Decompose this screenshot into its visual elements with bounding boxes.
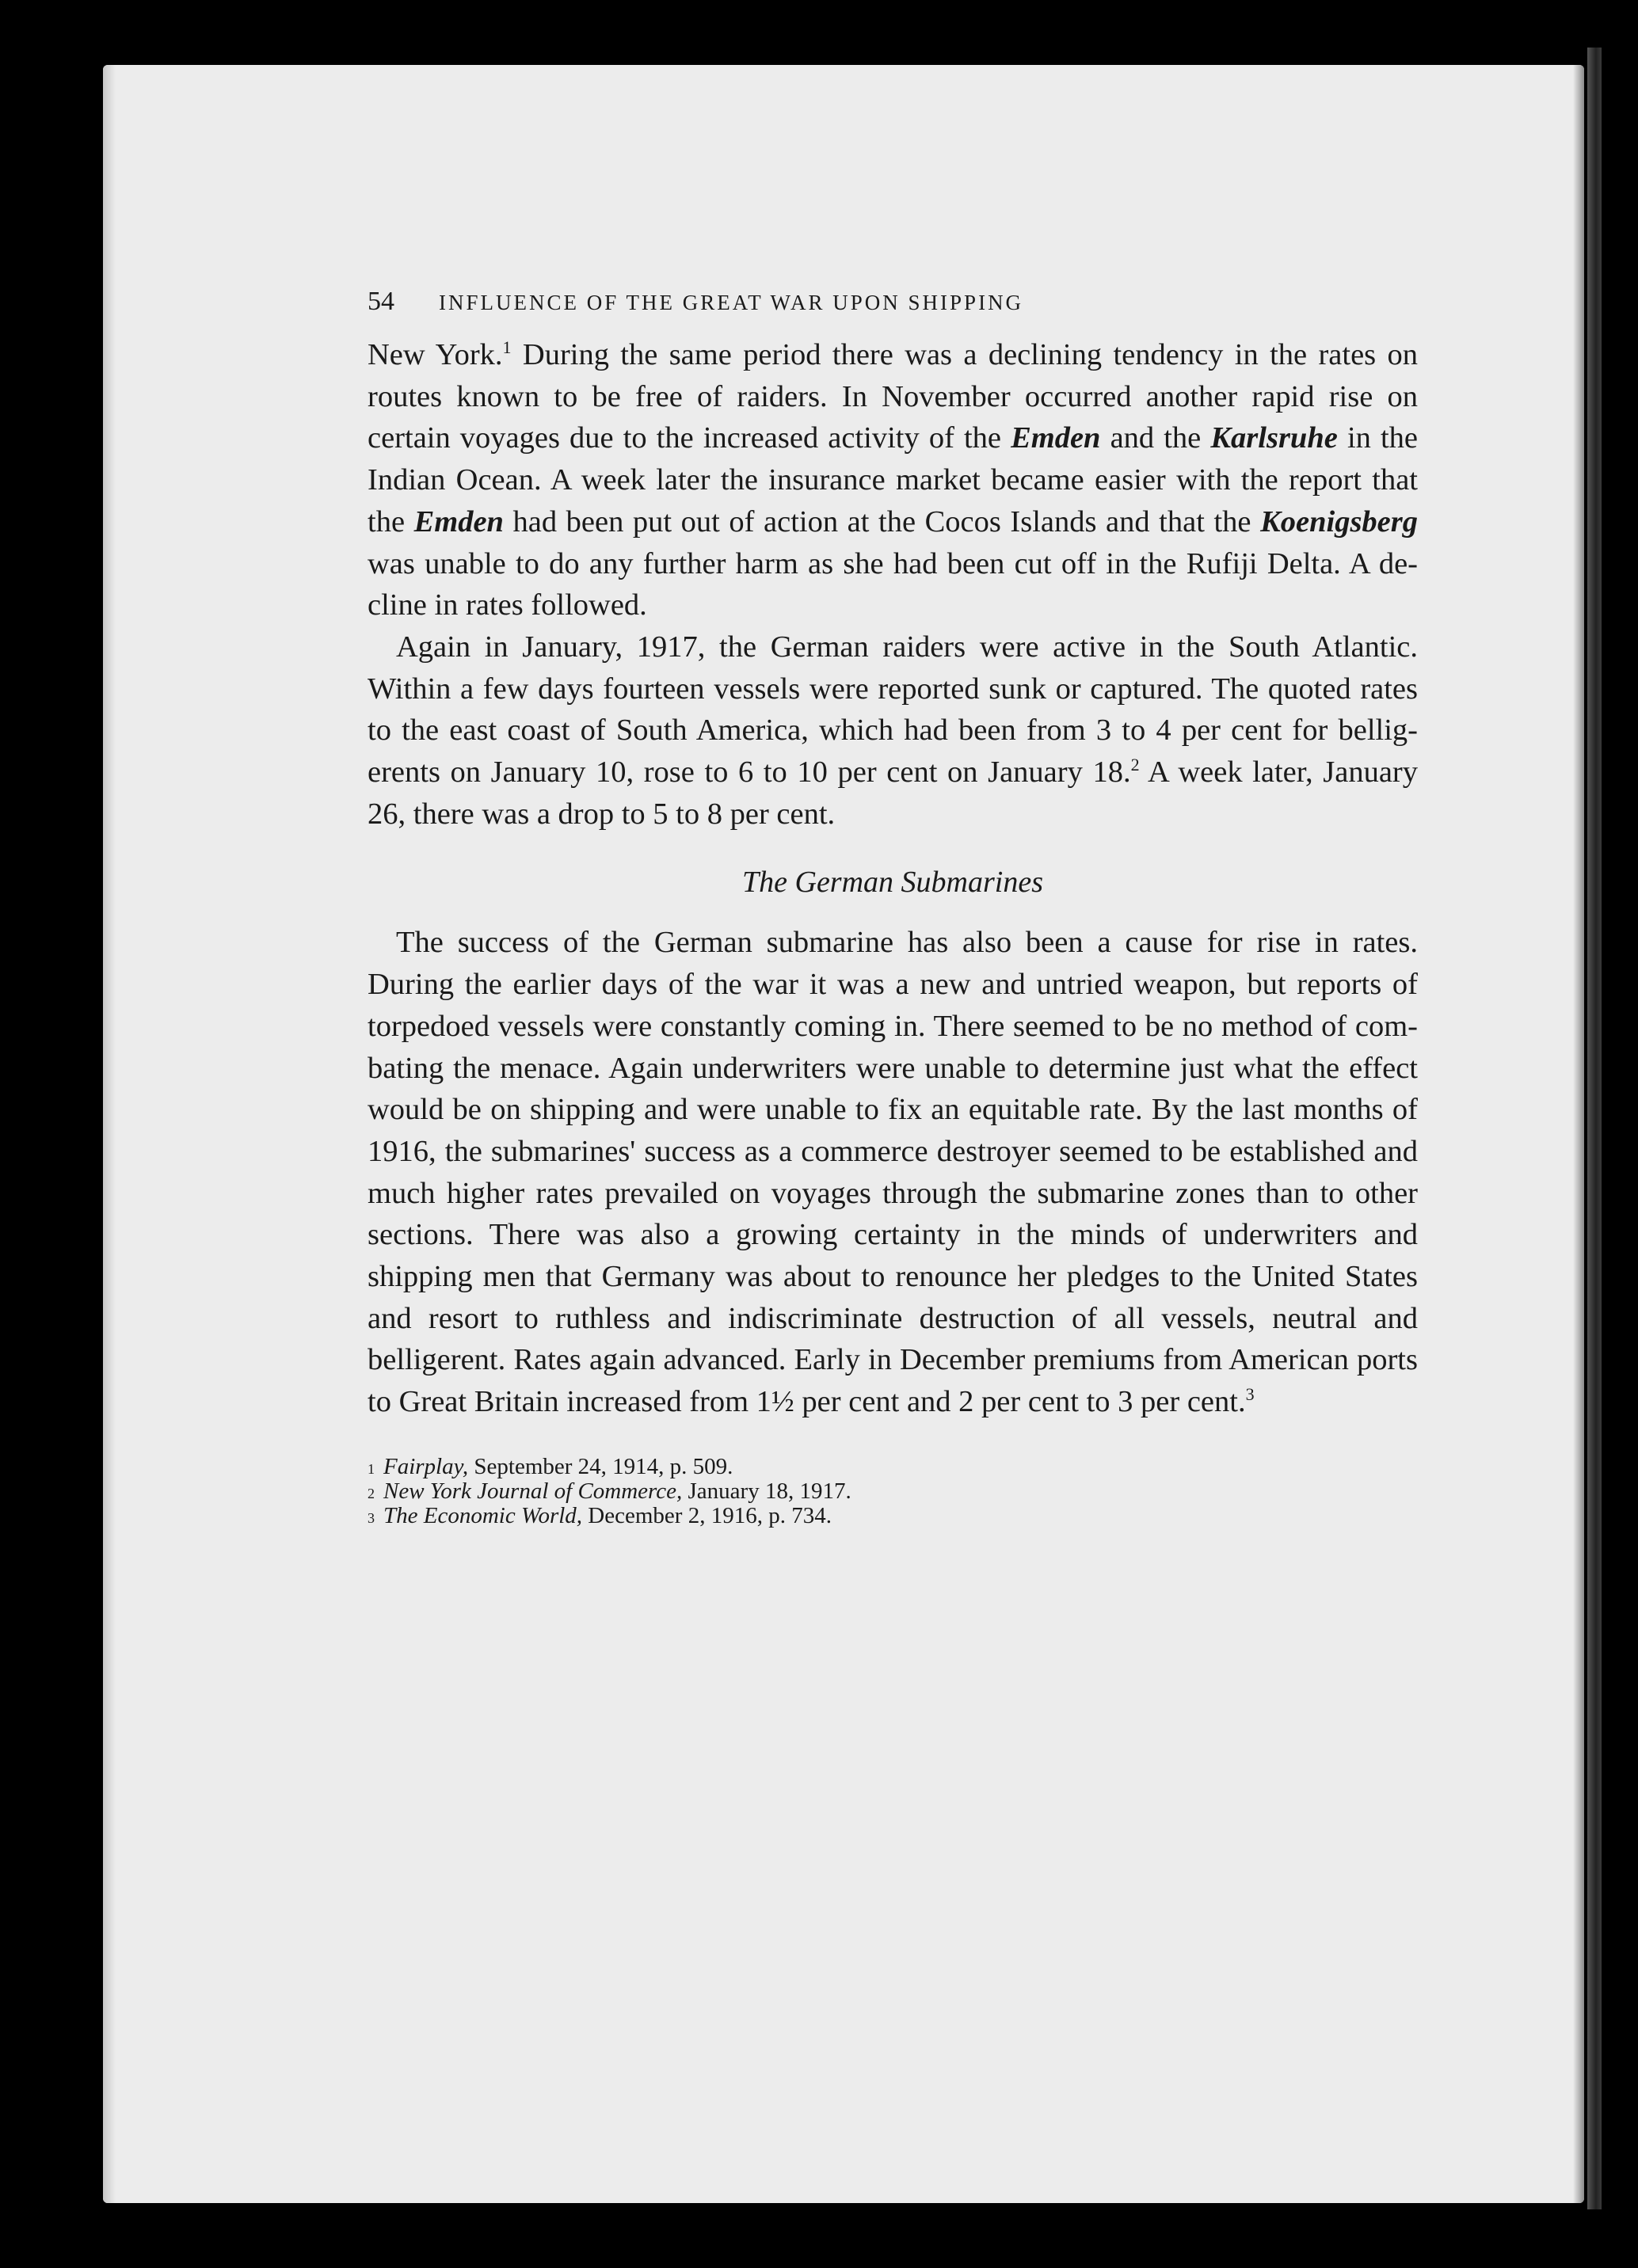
page-left-edge — [103, 65, 116, 2203]
paragraph-3 — [368, 922, 1418, 1422]
footnote-1: 1 Fairplay, September 24, 1914, p. 509. — [368, 1453, 733, 1479]
page-right-edge — [1573, 65, 1584, 2203]
page-number: 54 — [368, 287, 394, 316]
paragraph-3-text: The success of the German submarine has also been a cause for rise in rates. During the earlier days of the war it was a new and untried weapon, but reports of torpedoed vessels were constantly coming in. There seemed to be no method of combating the menace. Again underwriters were unable to determine just what the effect would be on shipping and were unable to fix an equitable rate. By the last months of 1916, the submarines' success as a commerce destroyer seemed to be established and much higher rates prevailed on voyages through the submarine zones than to other sections. There was also a growing certainty in the minds of underwriters and shipping men that Germany was about to renounce her pledges to the United States and resort to ruthless and indiscriminate destruction of all vessels, neutral and belligerent. Rates again advanced. Early in December premiums from American ports to Great Britain increased from 1½ per cent and 2 per cent to 3 per cent. — [368, 926, 1418, 1419]
paragraph-1 — [368, 334, 1418, 626]
ship-name-koenigsberg: Koenigsberg — [1260, 504, 1418, 538]
footnote-ref-3: 3 — [1245, 1384, 1255, 1405]
footnote-source: The Economic World, — [383, 1502, 583, 1528]
footnote-ref-2: 2 — [1130, 755, 1140, 775]
page-content — [368, 287, 1418, 1528]
section-heading: The German Submarines — [742, 866, 1043, 900]
paragraph-1-text-c: in the Indian Ocean. A week later the insurance market became easier with the report that the — [368, 421, 1418, 538]
paragraph-1-text-b: and the — [1100, 421, 1211, 455]
footnotes — [368, 1455, 1418, 1528]
footnote-detail: September 24, 1914, p. 509. — [468, 1453, 733, 1479]
footnote-detail: January 18, 1917. — [682, 1478, 851, 1504]
paragraph-1-text-a: During the same period there was a declining tendency in the rates on routes known to be free of raiders. In November occurred another rapid rise on certain voyages due to the increased activity of the — [368, 338, 1419, 455]
paragraph-2-text-a: Again in January, 1917, the German raiders were active in the South Atlantic. Within a few days fourteen vessels were reported sunk or captured. The quoted rates to the east coast of South America, which had been from 3 to 4 per cent for belligerents on January 10, rose to 6 to 10 per cent on January 18. — [368, 630, 1418, 790]
footnote-ref-1: 1 — [502, 337, 512, 358]
ship-name-emden: Emden — [1011, 421, 1101, 455]
paragraph-1-text-e: was unable to do any further harm as she had been cut off in the Rufiji Delta. A decline in rates followed. — [368, 546, 1418, 622]
footnote-2: 2 New York Journal of Commerce, January 18, 1917. — [368, 1478, 851, 1504]
footnote-3: 3 The Economic World, December 2, 1916, p. 734. — [368, 1502, 832, 1528]
running-head — [368, 287, 1418, 317]
book-page — [103, 65, 1584, 2203]
paragraph-1-text-d: had been put out of action at the Cocos Islands and that the — [503, 504, 1261, 538]
book-spine-shadow — [1587, 48, 1602, 2209]
paragraph-2-text-b: A week later, January 26, there was a drop to 5 to 8 per cent. — [368, 755, 1418, 831]
ship-name-karlsruhe: Karlsruhe — [1210, 421, 1338, 455]
paragraph-2 — [368, 626, 1418, 835]
paragraph-1-start: New York. — [368, 338, 503, 371]
running-head-title: INFLUENCE OF THE GREAT WAR UPON SHIPPING — [439, 291, 1024, 314]
footnote-detail: December 2, 1916, p. 734. — [582, 1502, 832, 1528]
ship-name-emden-2: Emden — [413, 504, 504, 538]
footnote-source: New York Journal of Commerce, — [383, 1478, 683, 1504]
footnote-source: Fairplay, — [383, 1453, 469, 1479]
